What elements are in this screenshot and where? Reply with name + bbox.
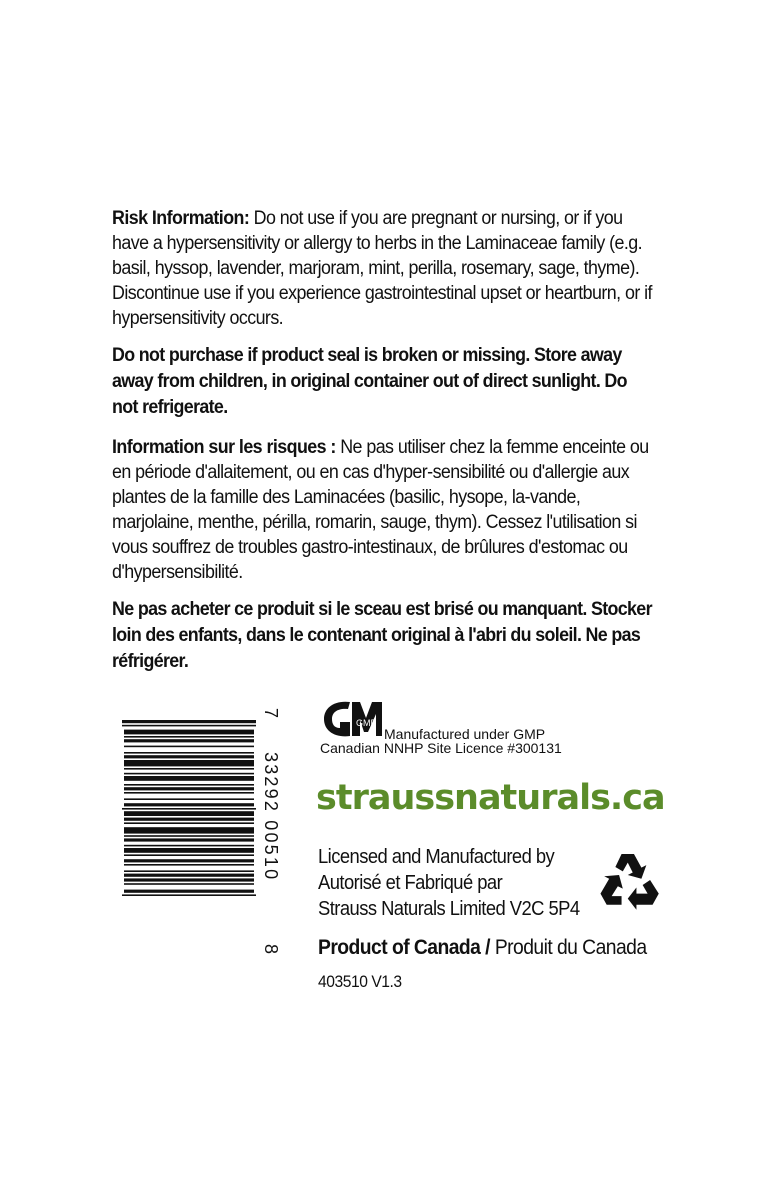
barcode-bar: [124, 890, 254, 893]
barcode-first-digit: 8: [261, 944, 281, 957]
barcode-bar: [124, 811, 254, 816]
label-text-block: [112, 206, 652, 689]
recycle-icon: [598, 850, 660, 910]
gmp-site-licence: Canadian NNHP Site Licence #300131: [320, 740, 562, 756]
gmp-logo-icon: [320, 698, 384, 740]
barcode-last-digit: 7: [261, 708, 281, 721]
risk-info-fr-heading: Information sur les risques :: [112, 437, 336, 458]
barcode-bar: [124, 730, 254, 735]
barcode-bar: [122, 725, 256, 727]
barcode-bar: [124, 838, 254, 841]
barcode-bar: [124, 874, 254, 877]
barcode-bars: [118, 706, 258, 946]
product-en: Product of Canada /: [318, 936, 490, 959]
barcode-bar: [124, 883, 254, 885]
barcode-bar: [124, 827, 254, 833]
barcode-bar: [124, 752, 254, 754]
barcode-bar: [124, 787, 254, 790]
licensed-block: [318, 844, 580, 922]
risk-info-en-heading: Risk Information:: [112, 208, 250, 229]
barcode-bar: [124, 768, 254, 770]
barcode-bar: [124, 878, 254, 881]
gmp-line1: Manufactured under GMP: [384, 726, 546, 742]
risk-info-fr-body: Ne pas utiliser chez la femme enceinte ou en période d'allaitement, ou en cas d'hyper-sensibilité ou d'allergie aux plantes de la famille des Laminacées (basilic, hysope, la-vande, marjolaine, menthe, périlla, romarin, sauge, thym). Cessez l'utilisation si vous souffrez de troubles gastro-intestinaux, de brûlures d'estomac ou d'hypersensibilité.: [112, 437, 649, 583]
risk-info-en: [112, 206, 653, 331]
barcode-bar: [122, 808, 256, 810]
licensed-line1: Licensed and Manufactured by: [318, 846, 555, 868]
barcode-bar: [124, 803, 254, 806]
barcode-bar: [124, 798, 254, 800]
barcode-bar: [124, 792, 254, 794]
barcode-bar: [124, 835, 254, 837]
barcode-bar: [124, 822, 254, 824]
barcode-bar: [124, 739, 254, 742]
barcode-digits: [260, 708, 290, 962]
licensed-line2: Autorisé et Fabriqué par: [318, 872, 503, 894]
barcode-bar: [124, 864, 254, 866]
product-of-canada: [318, 936, 647, 960]
barcode-bar: [124, 773, 254, 775]
gmp-logo-text: GMP: [356, 718, 377, 728]
barcode-bar: [124, 755, 254, 758]
barcode-bar: [122, 720, 256, 723]
barcode-bar: [124, 845, 254, 847]
barcode-bar: [124, 854, 254, 856]
barcode-bar: [124, 784, 254, 786]
barcode-bar: [124, 818, 254, 821]
product-fr: Produit du Canada: [489, 936, 647, 959]
barcode-bar: [124, 859, 254, 862]
barcode-bar: [124, 870, 254, 872]
risk-info-en-body: Do not use if you are pregnant or nursing, or if you have a hypersensitivity or allergy to herbs in the Laminaceae family (e.g. basil, hyssop, lavender, marjoram, mint, perilla, rosemary, sage, thyme). Discontinue use if you experience gastrointestinal upset or heartburn, or if hypersensitivity occurs.: [112, 208, 652, 329]
barcode-bar: [124, 746, 254, 748]
seal-warning-en: Do not purchase if product seal is broken or missing. Store away away from children, in original container out of direct sunlight. Do not refrigerate.: [112, 345, 627, 418]
risk-info-fr: [112, 435, 653, 585]
website-url[interactable]: straussnaturals.ca: [316, 778, 665, 818]
barcode-bar: [124, 776, 254, 781]
licensed-line3: Strauss Naturals Limited V2C 5P4: [318, 898, 580, 920]
barcode-bar: [124, 760, 254, 766]
version-code: 403510 V1.3: [318, 972, 402, 991]
barcode-middle-digits: 33292 00510: [261, 752, 281, 882]
barcode-bar: [124, 736, 254, 738]
barcode-bar: [124, 848, 254, 853]
seal-warning-fr: Ne pas acheter ce produit si le sceau est brisé ou manquant. Stocker loin des enfants, dans le contenant original à l'abri du soleil. Ne pas réfrigérer.: [112, 599, 652, 672]
barcode-bar: [122, 894, 256, 896]
